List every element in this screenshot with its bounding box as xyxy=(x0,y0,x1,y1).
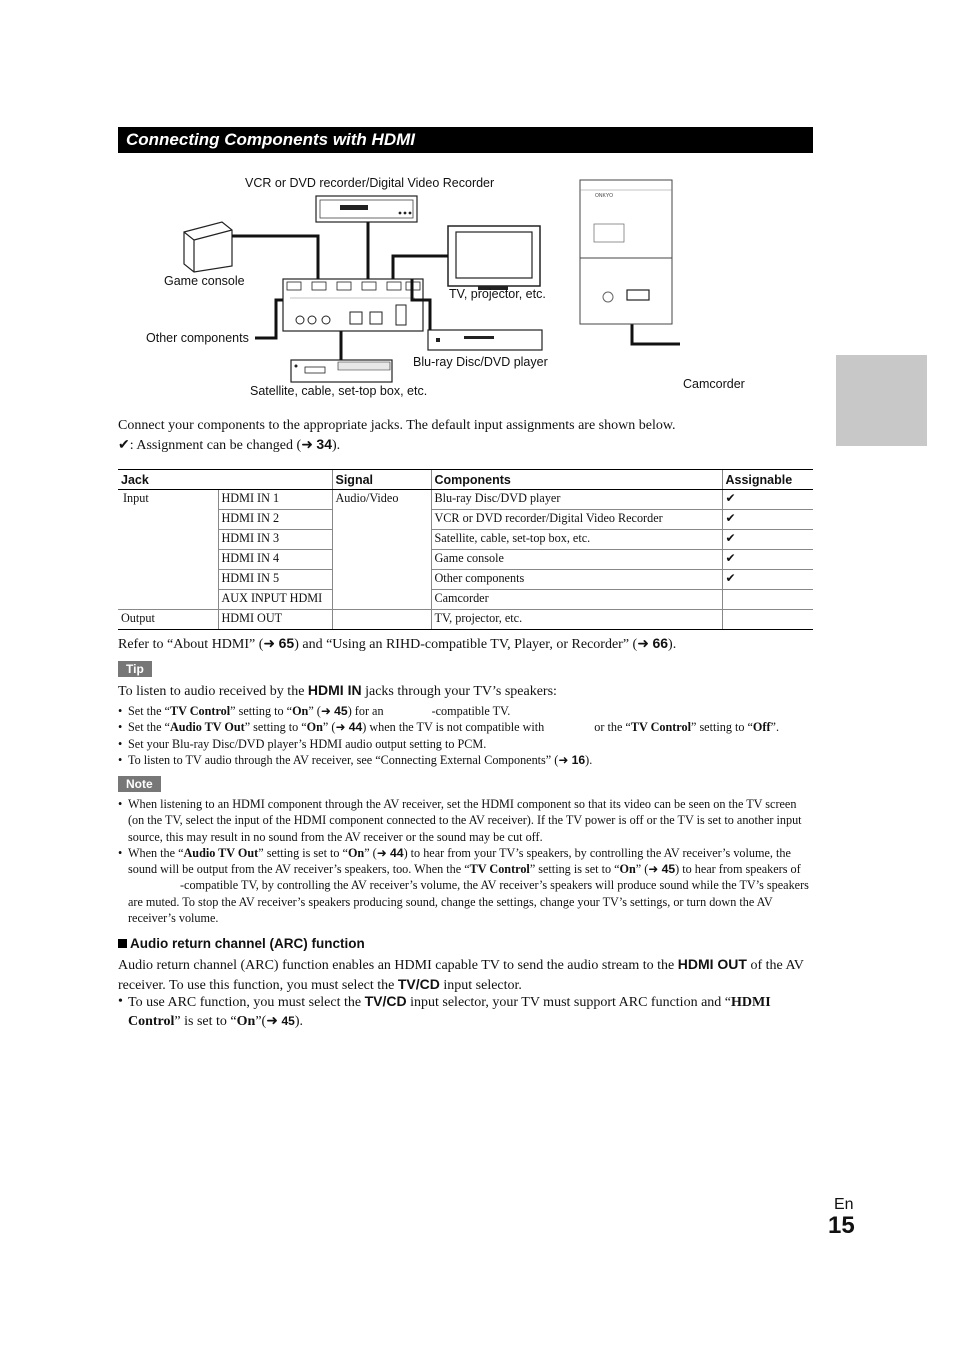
col-header-assignable: Assignable xyxy=(722,470,813,490)
vcr-device-icon xyxy=(316,196,417,222)
page-language: En xyxy=(834,1196,854,1213)
table-row xyxy=(118,550,813,570)
intro-line2: ✔: Assignment can be changed (➜ 34). xyxy=(118,436,341,453)
label-camcorder: Camcorder xyxy=(683,377,745,391)
table-row xyxy=(118,610,813,630)
component-cell: Blu-ray Disc/DVD player xyxy=(431,490,722,510)
game-console-icon xyxy=(184,222,232,272)
group-input: Input xyxy=(118,490,218,610)
satellite-box-icon xyxy=(291,360,392,382)
table-header-row xyxy=(118,470,813,490)
section-title: Connecting Components with HDMI xyxy=(126,130,415,149)
signal-cell xyxy=(332,610,431,630)
jack-cell: HDMI IN 4 xyxy=(218,550,332,570)
table-row xyxy=(118,530,813,550)
arrow-icon: ➜ xyxy=(376,845,387,860)
arc-list xyxy=(118,992,813,1031)
side-tab xyxy=(836,355,927,446)
col-header-components: Components xyxy=(431,470,722,490)
label-game-console: Game console xyxy=(164,274,245,288)
arrow-icon: ➜ xyxy=(301,438,313,453)
table-row xyxy=(118,510,813,530)
section-header xyxy=(118,127,813,153)
jack-cell: HDMI IN 3 xyxy=(218,530,332,550)
tip-list xyxy=(118,703,818,768)
arrow-icon: ➜ xyxy=(266,1014,278,1029)
label-satellite: Satellite, cable, set-top box, etc. xyxy=(250,384,428,398)
intro-line1: Connect your components to the appropriate jacks. The default input assignments are shown below. xyxy=(118,418,676,433)
assignable-cell xyxy=(722,610,813,630)
check-icon: ✔ xyxy=(118,438,130,453)
component-cell: Satellite, cable, set-top box, etc. xyxy=(431,530,722,550)
list-item: • Set your Blu-ray Disc/DVD player’s HDMI audio output setting to PCM. xyxy=(118,736,818,752)
jack-cell: HDMI OUT xyxy=(218,610,332,630)
arrow-icon: ➜ xyxy=(637,637,649,652)
arrow-icon: ➜ xyxy=(335,720,346,735)
table-row xyxy=(118,490,813,510)
col-header-jack: Jack xyxy=(118,470,332,490)
label-bluray: Blu-ray Disc/DVD player xyxy=(413,355,548,369)
table-row xyxy=(118,590,813,610)
list-item: • Set the “Audio TV Out” setting to “On” (➜ 44) when the TV is not compatible with or the “TV Control” setting to “Off”. xyxy=(118,719,818,735)
jack-cell: HDMI IN 5 xyxy=(218,570,332,590)
bluray-player-icon xyxy=(428,330,542,350)
brand-logo: ONKYO xyxy=(595,193,614,199)
jack-cell: HDMI IN 2 xyxy=(218,510,332,530)
jack-cell: HDMI IN 1 xyxy=(218,490,332,510)
arrow-icon: ➜ xyxy=(263,637,276,652)
group-output: Output xyxy=(118,610,218,630)
arc-heading: Audio return channel (ARC) function xyxy=(118,936,365,951)
list-item: • Set the “TV Control” setting to “On” (➜ 45) for an -compatible TV. xyxy=(118,703,818,719)
table-row xyxy=(118,570,813,590)
label-vcr: VCR or DVD recorder/Digital Video Recorder xyxy=(245,176,495,190)
arrow-icon: ➜ xyxy=(558,752,569,767)
arc-paragraph: Audio return channel (ARC) function enables an HDMI capable TV to send the audio stream to the HDMI OUT of the AV receiver. To use this function, you must select the TV/CD input selector. xyxy=(118,956,804,993)
arrow-icon: ➜ xyxy=(320,704,332,718)
assignable-cell: ✔ xyxy=(722,510,813,530)
tip-intro: To listen to audio received by the HDMI IN jacks through your TV’s speakers: xyxy=(118,682,557,699)
component-cell: Other components xyxy=(431,570,722,590)
tv-icon xyxy=(448,226,540,290)
arrow-icon: ➜ xyxy=(648,862,659,877)
note-badge: Note xyxy=(118,776,161,792)
component-cell: TV, projector, etc. xyxy=(431,610,722,630)
jack-assignment-table xyxy=(118,469,813,630)
square-bullet-icon xyxy=(118,939,127,948)
list-item: • When the “Audio TV Out” setting is set to “On” (➜ 44) to hear from your TV’s speakers, by controlling the AV receiver’s volume, the sound will be output from the AV receiver’s speakers, too. When the “TV Control” setting is set to “On” (➜ 45) to hear from speakers of-compatible TV, by controlling the AV receiver’s volume, the AV receiver’s speakers will produce sound while the TV’s speakers are muted. To stop the AV receiver’s speakers producing sound, change the settings, change your TV’s settings, or turn down the AV receiver’s volume. xyxy=(118,845,813,926)
component-cell: Game console xyxy=(431,550,722,570)
assignable-cell: ✔ xyxy=(722,550,813,570)
tip-badge: Tip xyxy=(118,661,152,677)
page-number: 15 xyxy=(828,1212,855,1239)
assignable-cell: ✔ xyxy=(722,530,813,550)
component-cell: Camcorder xyxy=(431,590,722,610)
note-list xyxy=(118,796,813,926)
list-item: • When listening to an HDMI component through the AV receiver, set the HDMI component so that its video can be seen on the TV screen (on the TV, select the input of the HDMI component connected to the AV receiver). If the TV power is off or the TV is set to another input source, this may result in no sound from the AV receiver or the sound may be cut off. xyxy=(118,796,813,845)
list-item: • To listen to TV audio through the AV receiver, see “Connecting External Components” (➜ 16). xyxy=(118,752,818,768)
signal-cell: Audio/Video xyxy=(332,490,431,610)
label-tv: TV, projector, etc. xyxy=(449,287,546,301)
col-header-signal: Signal xyxy=(332,470,431,490)
refer-line: Refer to “About HDMI” (➜ 65) and “Using an RIHD-compatible TV, Player, or Recorder” (➜ 66). xyxy=(118,635,677,652)
component-cell: VCR or DVD recorder/Digital Video Recorder xyxy=(431,510,722,530)
assignable-cell: ✔ xyxy=(722,490,813,510)
list-item: • To use ARC function, you must select the TV/CD input selector, your TV must support ARC function and “HDMI Control” is set to “On”(➜ 45). xyxy=(118,992,813,1031)
jack-cell: AUX INPUT HDMI xyxy=(218,590,332,610)
receiver-front-panel-icon xyxy=(580,180,672,324)
receiver-rear-panel-icon xyxy=(283,279,423,331)
label-other-components: Other components xyxy=(146,331,249,345)
assignable-cell xyxy=(722,590,813,610)
assignable-cell: ✔ xyxy=(722,570,813,590)
